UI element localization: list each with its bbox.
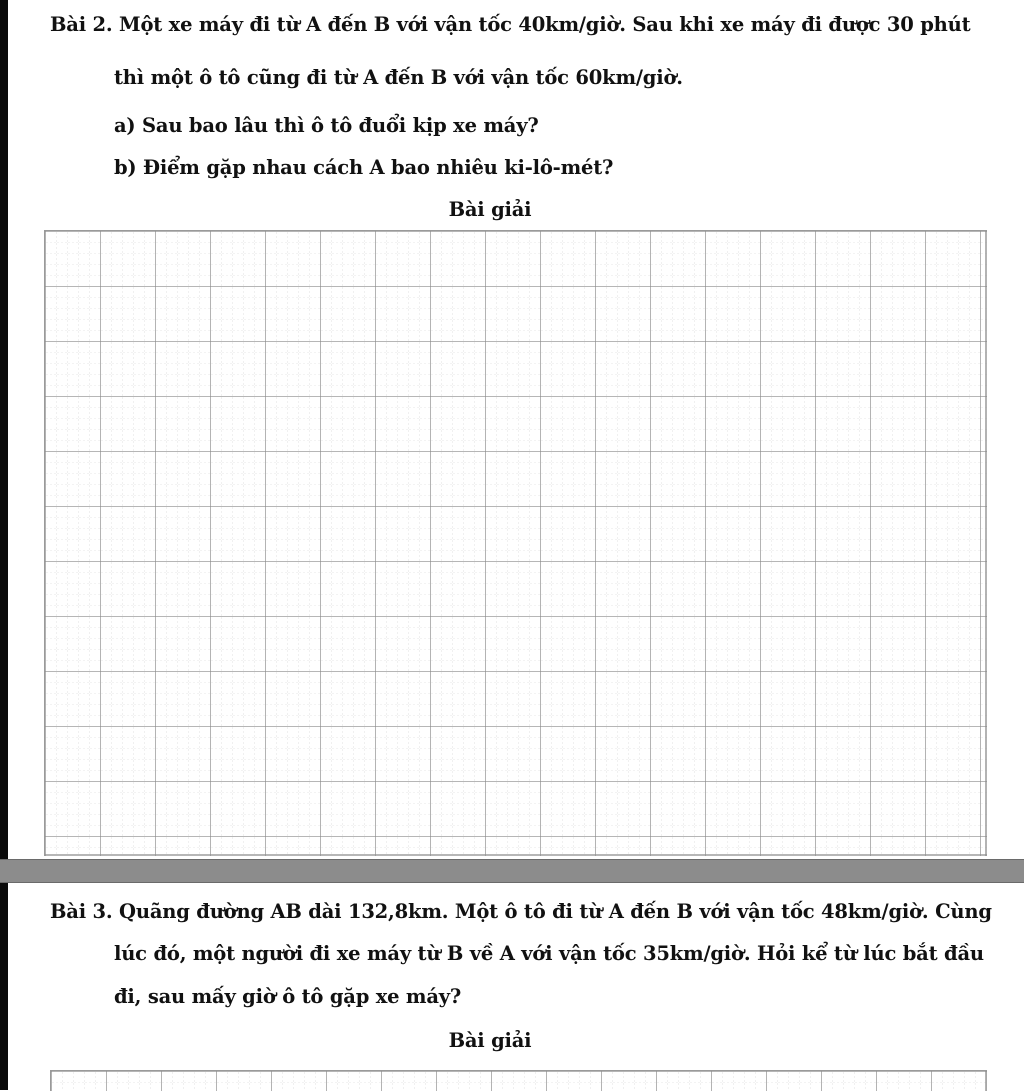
bai2-question-b: b) Điểm gặp nhau cách A bao nhiêu ki-lô-mét? <box>114 156 614 179</box>
bai2-question-a: a) Sau bao lâu thì ô tô đuổi kịp xe máy? <box>114 114 539 137</box>
bai3-statement-line3: đi, sau mấy giờ ô tô gặp xe máy? <box>114 985 462 1008</box>
bai3-grid-lines <box>51 1071 987 1091</box>
bai2-statement-line2: thì một ô tô cũng đi từ A đến B với vận tốc 60km/giờ. <box>114 66 683 89</box>
left-edge-shadow <box>0 0 8 1090</box>
page-divider <box>0 859 1024 883</box>
bai2-answer-grid <box>44 230 987 856</box>
bai3-statement-line1: Bài 3. Quãng đường AB dài 132,8km. Một ô tô đi từ A đến B với vận tốc 48km/giờ. Cùng <box>50 900 992 923</box>
bai2-solution-label: Bài giải <box>448 198 532 221</box>
bai3-solution-label: Bài giải <box>448 1029 532 1052</box>
bai3-answer-grid <box>50 1070 987 1091</box>
bai2-statement-line1: Bài 2. Một xe máy đi từ A đến B với vận tốc 40km/giờ. Sau khi xe máy đi được 30 phút <box>50 13 971 36</box>
bai2-grid-lines <box>45 231 987 856</box>
bai3-statement-line2: lúc đó, một người đi xe máy từ B về A với vận tốc 35km/giờ. Hỏi kể từ lúc bắt đầu <box>114 942 984 965</box>
